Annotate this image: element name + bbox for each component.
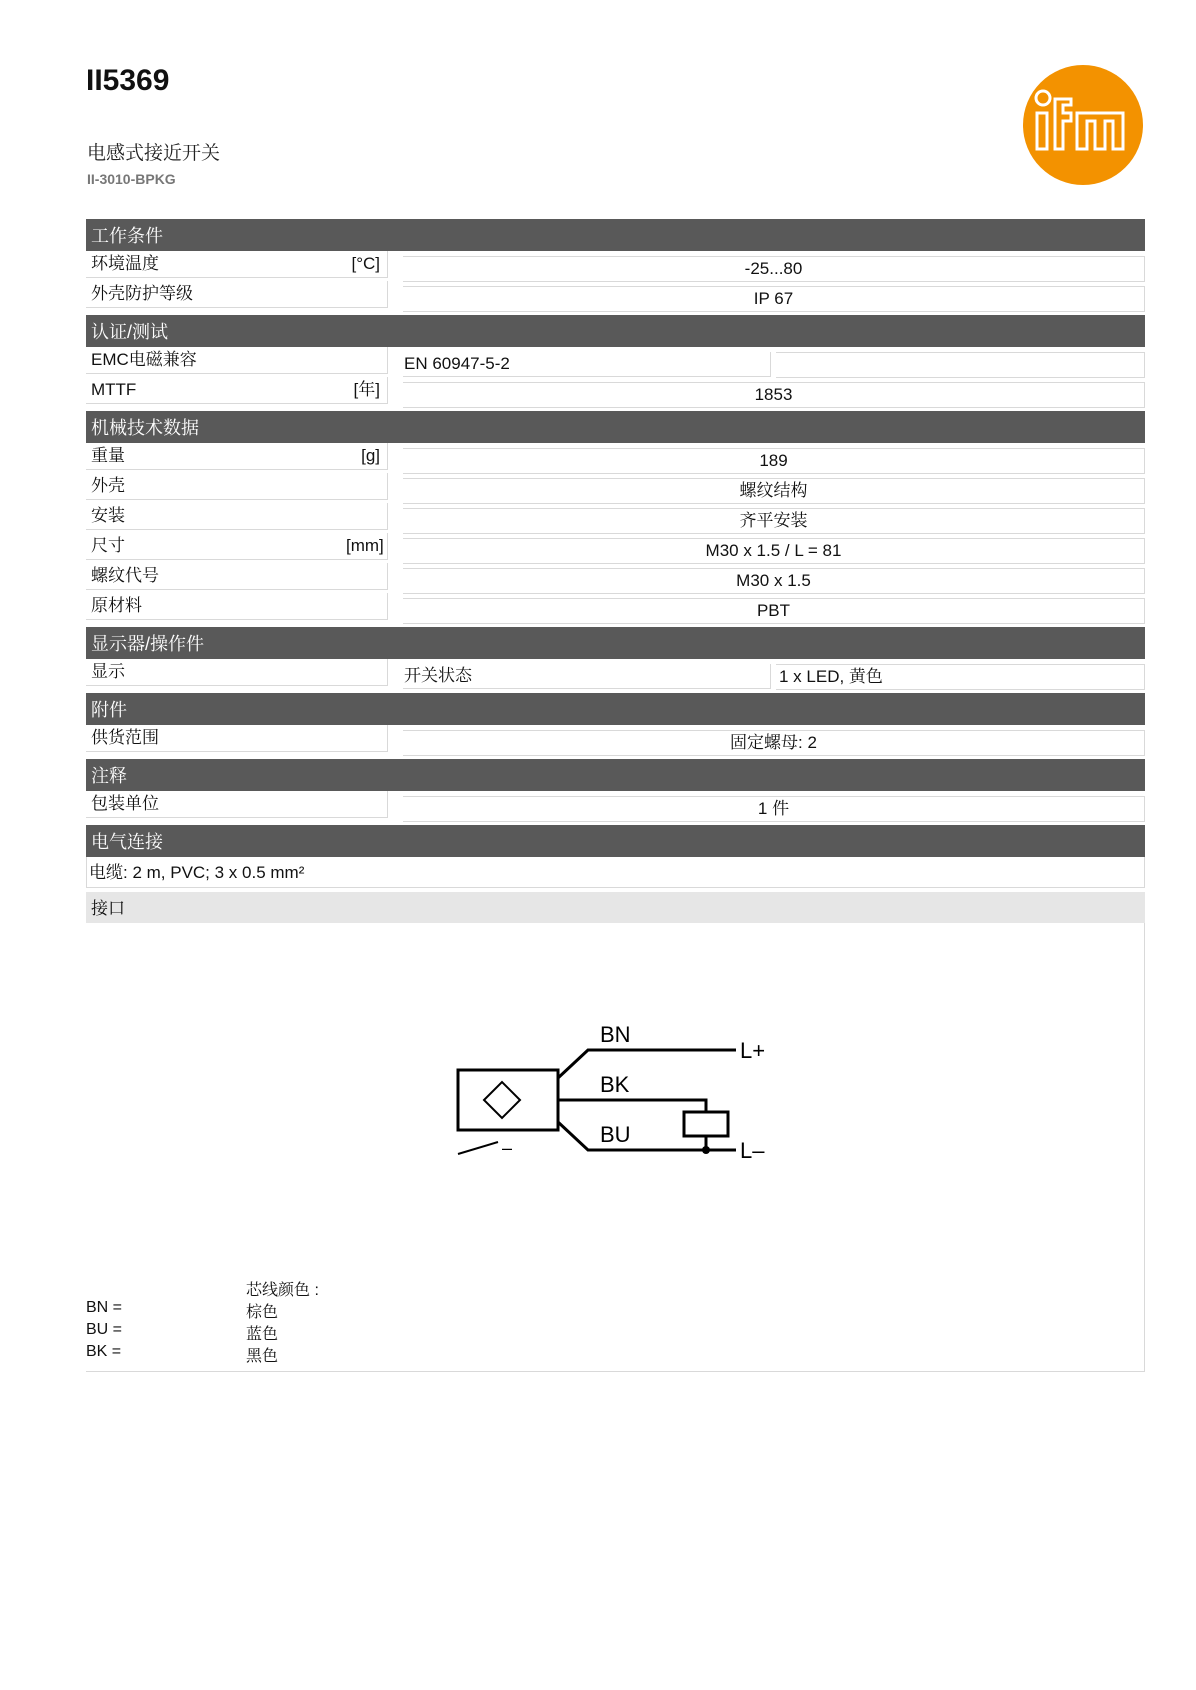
spec-unit: [°C] — [351, 254, 380, 273]
spec-row-scope — [86, 725, 1145, 755]
spec-row-housing — [86, 473, 1145, 503]
interface-title: 接口 — [86, 892, 1145, 923]
spec-value: 螺纹结构 — [403, 478, 1145, 504]
spec-row-packing — [86, 791, 1145, 821]
section-electrical-title: 电气连接 — [86, 825, 1145, 857]
cable-spec: 电缆: 2 m, PVC; 3 x 0.5 mm² — [86, 857, 1145, 888]
spec-unit: [g] — [361, 446, 380, 465]
section-accessories-title: 附件 — [86, 693, 1145, 725]
sensor-symbol-icon — [484, 1082, 520, 1118]
product-subtitle: 电感式接近开关 — [87, 143, 221, 164]
core-color: 蓝色 — [246, 1326, 279, 1343]
spec-unit: [年] — [353, 380, 380, 399]
spec-value: EN 60947-5-2 — [403, 352, 771, 377]
core-color: 黑色 — [246, 1348, 279, 1365]
spec-label: 重量 — [86, 443, 388, 470]
spec-label: MTTF — [86, 377, 388, 404]
spec-label: 安装 — [86, 503, 388, 530]
core-code: BN = — [86, 1299, 123, 1316]
wire-label-bn: BN — [600, 1022, 631, 1047]
spec-label: 包装单位 — [86, 791, 388, 818]
sensor-body — [458, 1070, 558, 1130]
spec-row-mttf — [86, 377, 1145, 407]
spec-label: 尺寸 — [86, 533, 388, 560]
switch-symbol — [458, 1142, 498, 1154]
section-approvals-title: 认证/测试 — [86, 315, 1145, 347]
wire-label-bu: BU — [600, 1122, 631, 1147]
core-code: BK = — [86, 1343, 122, 1360]
product-title: II5369 — [86, 64, 170, 97]
spec-value: IP 67 — [403, 286, 1145, 312]
spec-value: PBT — [403, 598, 1145, 624]
section-operating-title: 工作条件 — [86, 219, 1145, 251]
spec-label: 外壳防护等级 — [86, 281, 388, 308]
spec-value: -25...80 — [403, 256, 1145, 282]
wire-bk — [558, 1100, 706, 1112]
spec-value: 189 — [403, 448, 1145, 474]
spec-row-ambient-temp — [86, 251, 1145, 281]
wiring-diagram — [456, 1008, 816, 1178]
spec-value-extra — [776, 352, 1145, 378]
spec-value: 齐平安装 — [403, 508, 1145, 534]
load-symbol — [684, 1112, 728, 1136]
terminal-l-plus: L+ — [740, 1038, 766, 1063]
spec-label: 供货范围 — [86, 725, 388, 752]
spec-row-mounting — [86, 503, 1145, 533]
spec-row-emc — [86, 347, 1145, 377]
spec-label: 原材料 — [86, 593, 388, 620]
product-code: II-3010-BPKG — [87, 171, 176, 187]
wire-bn — [558, 1050, 736, 1078]
spec-value: 1 件 — [403, 796, 1145, 822]
spec-label: 显示 — [86, 659, 388, 686]
spec-row-thread — [86, 563, 1145, 593]
spec-value: M30 x 1.5 / L = 81 — [403, 538, 1145, 564]
interface-diagram — [86, 923, 1145, 1372]
spec-label: 外壳 — [86, 473, 388, 500]
ifm-logo — [1021, 63, 1145, 187]
spec-value: 固定螺母: 2 — [403, 730, 1145, 756]
spec-row-dimensions — [86, 533, 1145, 563]
spec-unit: [mm] — [346, 536, 384, 555]
spec-value: 1853 — [403, 382, 1145, 408]
terminal-l-minus: L– — [740, 1138, 765, 1163]
section-remarks-title: 注释 — [86, 759, 1145, 791]
spec-value: 开关状态 — [403, 664, 771, 689]
spec-row-display — [86, 659, 1145, 689]
wire-label-bk: BK — [600, 1072, 630, 1097]
section-mechanical-title: 机械技术数据 — [86, 411, 1145, 443]
spec-value-extra: 1 x LED, 黄色 — [776, 664, 1145, 690]
section-display-title: 显示器/操作件 — [86, 627, 1145, 659]
junction-dot — [702, 1146, 710, 1154]
switch-sign: – — [502, 1138, 513, 1158]
spec-value: M30 x 1.5 — [403, 568, 1145, 594]
core-colors-header: 芯线颜色 : — [246, 1282, 319, 1299]
spec-label: 螺纹代号 — [86, 563, 388, 590]
spec-row-protection — [86, 281, 1145, 311]
core-code: BU = — [86, 1321, 123, 1338]
spec-row-material — [86, 593, 1145, 623]
spec-label: 环境温度 — [86, 251, 388, 278]
spec-row-weight — [86, 443, 1145, 473]
datasheet — [86, 219, 1145, 1372]
spec-label: EMC电磁兼容 — [86, 347, 388, 374]
core-color: 棕色 — [246, 1304, 279, 1321]
